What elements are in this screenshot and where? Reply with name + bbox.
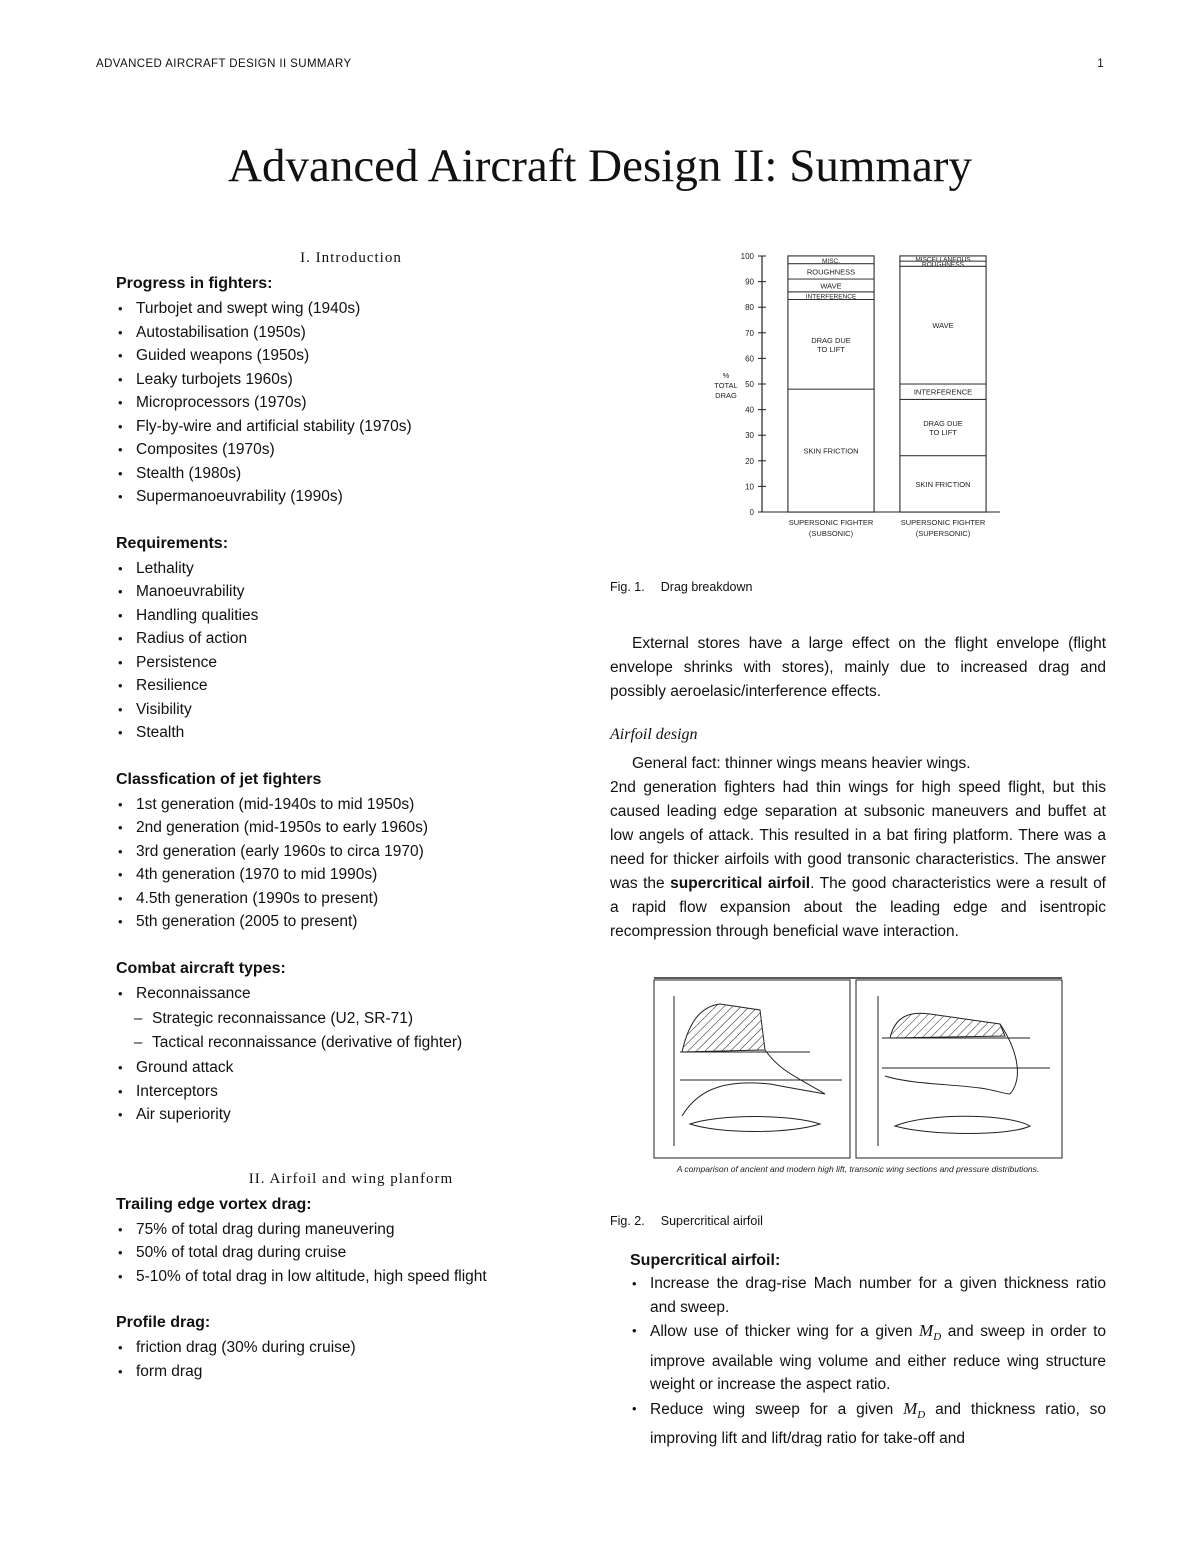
vortex-drag-list	[116, 1218, 586, 1289]
bar-segment-label: INTERFERENCE	[913, 387, 973, 397]
paragraph-text: . The good characteristics were a result of a rapid flow expansion about the leading edge and isentropic recompression through beneficial wave interaction.	[610, 875, 1106, 940]
list-item: • 4.5th generation (1990s to present)	[116, 887, 586, 911]
y-tick-label: 90	[745, 277, 754, 287]
bar-segment-label: DRAG DUE	[923, 419, 963, 429]
supercritical-heading: Supercritical airfoil:	[630, 1252, 781, 1269]
list-item: • Handling qualities	[116, 604, 586, 628]
y-tick-label: 30	[745, 431, 754, 441]
bar-segment-label: MISCELLANEOUS	[915, 256, 971, 264]
math-subscript: D	[917, 1408, 926, 1421]
x-category-label: (SUPERSONIC)	[915, 529, 971, 538]
y-tick-label: 0	[749, 508, 754, 517]
list-item: • 5th generation (2005 to present)	[116, 910, 586, 934]
figure-caption-text: Drag breakdown	[660, 580, 753, 594]
paragraph-general-fact: General fact: thinner wings means heavier wings.	[632, 755, 971, 772]
x-category-label: SUPERSONIC FIGHTER	[900, 518, 986, 527]
list-item-text: Allow use of thicker wing for a given	[650, 1323, 920, 1340]
paragraph-text: 2nd generation fighters had thin wings for high speed flight, but this caused leading edge separation at subsonic maneuvers and buffet at low angels of attack. This resulted in a bat firing platform. There was a need for thicker airfoils with good transonic characteristics. The answer was the	[610, 779, 1106, 892]
y-tick-label: 10	[745, 482, 754, 492]
list-item-text: Reconnaissance	[136, 984, 251, 1002]
list-item: • Resilience	[116, 674, 586, 698]
list-item: • Turbojet and swept wing (1940s)	[116, 297, 586, 321]
page-title: Advanced Aircraft Design II: Summary	[228, 140, 972, 193]
figure-2-caption	[610, 1214, 1106, 1228]
list-item: • Stealth	[116, 721, 586, 745]
y-tick-label: 20	[745, 456, 754, 466]
y-axis-label: DRAG	[715, 391, 737, 400]
list-item: • Autostabilisation (1950s)	[116, 321, 586, 345]
sub-list	[116, 1007, 586, 1054]
y-tick-label: 80	[745, 303, 754, 313]
group-title: Requirements:	[116, 534, 229, 552]
supercritical-list	[630, 1272, 1106, 1451]
list-item: • Guided weapons (1950s)	[116, 344, 586, 368]
figure-label: Fig. 2.	[610, 1214, 645, 1228]
list-item: • form drag	[116, 1360, 586, 1384]
math-subscript: D	[933, 1331, 942, 1344]
y-tick-label: 100	[740, 252, 754, 261]
list-item: • 1st generation (mid-1940s to mid 1950s)	[116, 793, 586, 817]
list-item: • Ground attack	[116, 1056, 586, 1080]
bar-segment-label: INTERFERENCE	[805, 293, 857, 301]
right-column	[610, 250, 1106, 1477]
list-item	[630, 1319, 1106, 1397]
figure-supercritical	[610, 976, 1106, 1178]
section-heading-introduction: I. Introduction	[300, 250, 402, 266]
bar-segment-label: SKIN FRICTION	[915, 479, 971, 489]
running-head	[96, 58, 1104, 70]
list-item: • Fly-by-wire and artificial stability (1970s)	[116, 415, 586, 439]
paragraph-2nd-generation	[610, 776, 1106, 944]
figure-label: Fig. 1.	[610, 580, 645, 594]
group-title: Combat aircraft types:	[116, 959, 286, 977]
bar-segment-label: SKIN FRICTION	[803, 446, 859, 456]
x-category-label: SUPERSONIC FIGHTER	[788, 518, 874, 527]
aircraft-types-list	[116, 982, 586, 1127]
supercritical-airfoil-figure	[610, 976, 1106, 1178]
bar-segment-label: TO LIFT	[817, 344, 845, 354]
list-item: • 75% of total drag during maneuvering	[116, 1218, 586, 1242]
subsection-airfoil-design: Airfoil design	[610, 726, 698, 743]
sub-list-item: – Tactical reconnaissance (derivative of fighter)	[116, 1031, 586, 1055]
list-item-text: Reduce wing sweep for a given	[650, 1400, 904, 1418]
bar-segment-label: TO LIFT	[929, 428, 957, 438]
math-symbol: M	[919, 1321, 934, 1340]
list-item: • Lethality	[116, 557, 586, 581]
y-axis-label: TOTAL	[714, 381, 738, 390]
progress-list	[116, 297, 586, 509]
group-title: Classfication of jet fighters	[116, 770, 322, 788]
requirements-list	[116, 557, 586, 745]
y-axis-label: %	[722, 371, 730, 380]
list-item: • Microprocessors (1970s)	[116, 391, 586, 415]
list-item: • Air superiority	[116, 1103, 586, 1127]
bar-segment-label: WAVE	[932, 321, 954, 331]
list-item: • 5-10% of total drag in low altitude, high speed flight	[116, 1265, 586, 1289]
list-item-text: Increase the drag-rise Mach number for a given thickness ratio and sweep.	[650, 1275, 1106, 1316]
list-item: • Supermanoeuvrability (1990s)	[116, 485, 586, 509]
classification-list	[116, 793, 586, 934]
section-heading-airfoil: II. Airfoil and wing planform	[248, 1170, 454, 1187]
group-title: Trailing edge vortex drag:	[116, 1195, 312, 1213]
list-item	[630, 1272, 1106, 1319]
bar-segment-label: WAVE	[820, 281, 842, 291]
list-item: • 2nd generation (mid-1950s to early 1960s)	[116, 816, 586, 840]
list-item: • 4th generation (1970 to mid 1990s)	[116, 863, 586, 887]
list-item: • Visibility	[116, 698, 586, 722]
list-item-text: and thickness ratio, so improving lift and lift/drag ratio for take-off and	[650, 1400, 1106, 1448]
bar-segment-label: ROUGHNESS	[922, 261, 964, 269]
y-tick-label: 50	[745, 380, 754, 389]
running-title: ADVANCED AIRCRAFT DESIGN II SUMMARY	[96, 58, 352, 70]
figure-1-caption	[610, 580, 1106, 594]
list-item	[630, 1397, 1106, 1451]
list-item-text: and sweep in order to improve available wing volume and either reduce wing structure weight or increase the aspect ratio.	[650, 1323, 1107, 1394]
list-item: • Composites (1970s)	[116, 438, 586, 462]
list-item: • Radius of action	[116, 627, 586, 651]
x-category-label: (SUBSONIC)	[808, 529, 854, 538]
list-item: • Persistence	[116, 651, 586, 675]
figure-caption-text: Supercritical airfoil	[660, 1214, 763, 1228]
profile-drag-list	[116, 1336, 586, 1383]
bar-segment-label: DRAG DUE	[811, 335, 851, 345]
bar-segment-label: MISC.	[821, 257, 841, 265]
paragraph-bold-term: supercritical airfoil	[670, 875, 811, 892]
list-item: • friction drag (30% during cruise)	[116, 1336, 586, 1360]
list-item	[116, 982, 586, 1055]
list-item: • 50% of total drag during cruise	[116, 1241, 586, 1265]
figure-2-inner-caption: A comparison of ancient and modern high lift, transonic wing sections and pressure distributions.	[676, 1164, 1040, 1174]
y-tick-label: 70	[745, 328, 754, 338]
paragraph-external-stores: External stores have a large effect on the flight envelope (flight envelope shrinks with stores), mainly due to increased drag and possibly aeroelasic/interference effects.	[610, 635, 1106, 700]
sub-list-item: – Strategic reconnaissance (U2, SR-71)	[116, 1007, 586, 1031]
list-item: • Stealth (1980s)	[116, 462, 586, 486]
list-item: • Interceptors	[116, 1080, 586, 1104]
y-tick-label: 60	[745, 354, 754, 364]
group-title: Profile drag:	[116, 1314, 211, 1331]
list-item: • Manoeuvrability	[116, 580, 586, 604]
left-column	[116, 250, 586, 1409]
bar-segment-label: ROUGHNESS	[806, 267, 856, 277]
list-item: • 3rd generation (early 1960s to circa 1970)	[116, 840, 586, 864]
list-item: • Leaky turbojets 1960s)	[116, 368, 586, 392]
page-number: 1	[1097, 58, 1104, 70]
figure-drag-breakdown	[610, 250, 1106, 546]
math-symbol: M	[903, 1398, 918, 1418]
y-tick-label: 40	[745, 405, 754, 415]
drag-breakdown-chart	[610, 250, 1106, 546]
group-title: Progress in fighters:	[116, 275, 273, 292]
